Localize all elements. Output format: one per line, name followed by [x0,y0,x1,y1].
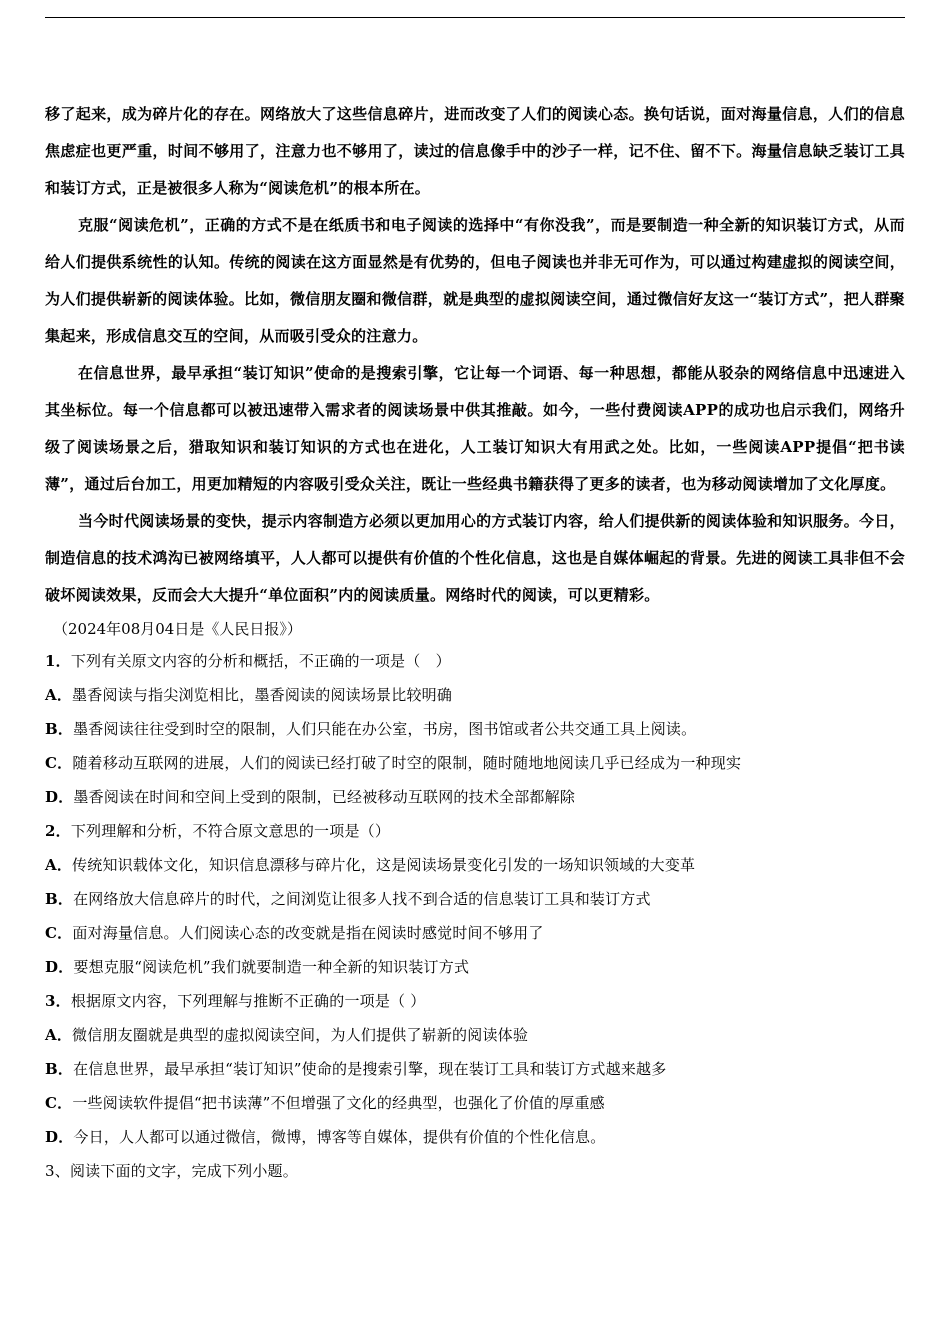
option-c[interactable] [45,916,905,950]
option-text: 在信息世界，最早承担“装订知识”使命的是搜索引擎，现在装订工具和装订方式越来越多 [73,1060,667,1078]
option-label: C． [45,754,73,772]
question-number: 2． [45,822,71,840]
option-a[interactable] [45,1018,905,1052]
option-label: C． [45,924,73,942]
question-stem [45,814,905,848]
option-label: B． [45,720,74,738]
option-d[interactable] [45,950,905,984]
option-label: C． [45,1094,73,1112]
question-stem [45,644,905,678]
question-stem-text: 根据原文内容，下列理解与推断不正确的一项是（ ） [70,992,426,1010]
option-text: 墨香阅读在时间和空间上受到的限制，已经被移动互联网的技术全部都解除 [73,788,576,806]
option-label: B． [45,1060,74,1078]
option-label: D． [45,958,74,976]
passage-paragraph-4: 当今时代阅读场景的变快，提示内容制造方必须以更加用心的方式装订内容，给人们提供新的阅读体验和知识服务。今日，制造信息的技术鸿沟已被网络填平，人人都可以提供有价值的个性化信息，这也是自媒体崛起的背景。先进的阅读工具非但不会破坏阅读效果，反而会大大提升“单位面积”内的阅读质量。网络时代的阅读，可以更精彩。 [45,512,905,604]
option-b[interactable] [45,1052,905,1086]
option-label: A． [45,856,73,874]
option-text: 在网络放大信息碎片的时代，之间浏览让很多人找不到合适的信息装订工具和装订方式 [73,890,651,908]
question-stem-text: 下列理解和分析，不符合原文意思的一项是（） [70,822,391,840]
option-a[interactable] [45,848,905,882]
passage-paragraph-3: 在信息世界，最早承担“装订知识”使命的是搜索引擎，它让每一个词语、每一种思想，都能从驳杂的网络信息中迅速进入其坐标位。每一个信息都可以被迅速带入需求者的阅读场景中供其推敲。如今，一些付费阅读APP的成功也启示我们，网络升级了阅读场景之后，猎取知识和装订知识的方式也在进化，人工装订知识大有用武之处。比如，一些阅读APP提倡“把书读薄”，通过后台加工，用更加精短的内容吸引受众关注，既让一些经典书籍获得了更多的读者，也为移动阅读增加了文化厚度。 [45,364,905,493]
option-label: D． [45,788,74,806]
passage-paragraph-1: 移了起来，成为碎片化的存在。网络放大了这些信息碎片，进而改变了人们的阅读心态。换句话说，面对海量信息，人们的信息焦虑症也更严重，时间不够用了，注意力也不够用了，读过的信息像手中的沙子一样，记不住、留不下。海量信息缺乏装订工具和装订方式，正是被很多人称为“阅读危机”的根本所在。 [45,105,905,197]
question-number: 3． [45,992,71,1010]
option-d[interactable] [45,1120,905,1154]
question-number: 1． [45,652,71,670]
option-text: 墨香阅读与指尖浏览相比，墨香阅读的阅读场景比较明确 [72,686,453,704]
option-text: 墨香阅读往往受到时空的限制，人们只能在办公室，书房，图书馆或者公共交通工具上阅读。 [73,720,697,738]
option-text: 传统知识载体文化，知识信息漂移与碎片化，这是阅读场景变化引发的一场知识领域的大变革 [72,856,696,874]
question-2 [45,814,905,984]
option-text: 随着移动互联网的进展，人们的阅读已经打破了时空的限制，随时随地地阅读几乎已经成为一种现实 [72,754,742,772]
document-body [45,96,905,1188]
option-label: A． [45,1026,73,1044]
passage-source: （2024年08月04日是《人民日报》） [53,620,302,638]
question-stem [45,984,905,1018]
next-section-heading: 3、阅读下面的文字，完成下列小题。 [45,1162,298,1180]
option-c[interactable] [45,746,905,780]
option-text: 一些阅读软件提倡“把书读薄”不但增强了文化的经典型，也强化了价值的厚重感 [72,1094,605,1112]
option-b[interactable] [45,712,905,746]
option-label: B． [45,890,74,908]
option-text: 要想克服“阅读危机”我们就要制造一种全新的知识装订方式 [73,958,470,976]
passage-paragraph-2: 克服“阅读危机”，正确的方式不是在纸质书和电子阅读的选择中“有你没我”，而是要制造一种全新的知识装订方式，从而给人们提供系统性的认知。传统的阅读在这方面显然是有优势的，但电子阅读也并非无可作为，可以通过构建虚拟的阅读空间，为人们提供崭新的阅读体验。比如，微信朋友圈和微信群，就是典型的虚拟阅读空间，通过微信好友这一“装订方式”，把人群聚集起来，形成信息交互的空间，从而吸引受众的注意力。 [45,216,905,345]
question-1 [45,644,905,814]
question-3 [45,984,905,1154]
option-text: 微信朋友圈就是典型的虚拟阅读空间，为人们提供了崭新的阅读体验 [72,1026,529,1044]
option-d[interactable] [45,780,905,814]
option-label: A． [45,686,73,704]
option-a[interactable] [45,678,905,712]
option-b[interactable] [45,882,905,916]
header-rule [45,17,905,18]
option-label: D． [45,1128,74,1146]
question-stem-text: 下列有关原文内容的分析和概括，不正确的一项是（ ） [70,652,451,670]
option-text: 今日，人人都可以通过微信，微博，博客等自媒体，提供有价值的个性化信息。 [73,1128,606,1146]
option-text: 面对海量信息。人们阅读心态的改变就是指在阅读时感觉时间不够用了 [72,924,544,942]
option-c[interactable] [45,1086,905,1120]
